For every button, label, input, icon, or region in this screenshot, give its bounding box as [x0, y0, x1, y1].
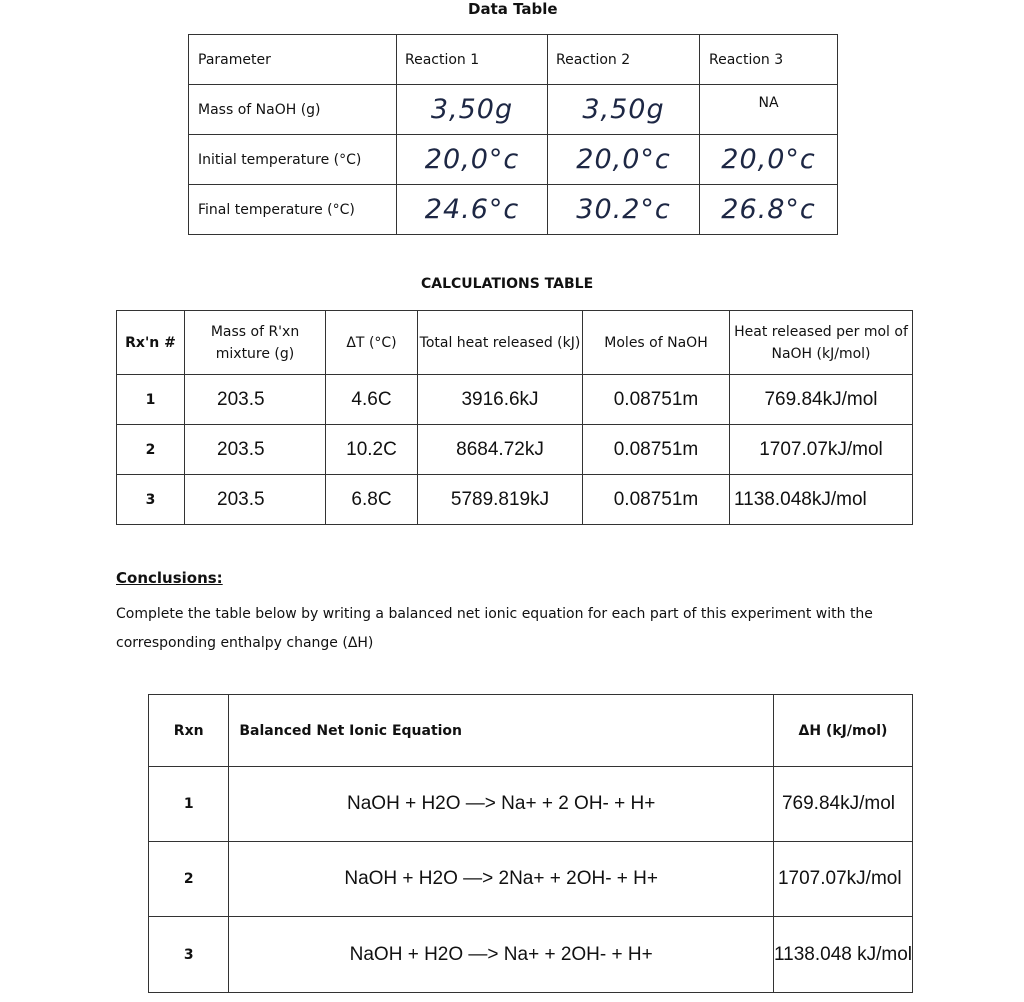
data-header-reaction-2: Reaction 2 [548, 35, 700, 85]
equation-value: NaOH + H2O —> 2Na+ + 2OH- + H+ [229, 842, 774, 917]
na-value: NA [700, 85, 838, 135]
conclusions-heading: Conclusions: [116, 569, 223, 587]
heat-per-mol-value: 769.84kJ/mol [730, 375, 913, 425]
handwritten-value: 24.6°c [397, 185, 548, 235]
table-row [117, 375, 913, 425]
mass-value: 203.5 [185, 425, 326, 475]
rxn-number: 2 [149, 842, 229, 917]
data-header-parameter: Parameter [189, 35, 397, 85]
conclusions-paragraph: Complete the table below by writing a balanced net ionic equation for each part of this experiment with the corresponding enthalpy change (ΔH) [116, 606, 873, 651]
row-label: Initial temperature (°C) [189, 135, 397, 185]
handwritten-value: 20,0°c [700, 135, 838, 185]
table-row [189, 135, 838, 185]
total-heat-value: 8684.72kJ [418, 425, 583, 475]
calc-header-delta-t: ΔT (°C) [326, 311, 418, 375]
delta-h-value: 1707.07kJ/mol [773, 842, 912, 917]
calc-header-total-heat: Total heat released (kJ) [418, 311, 583, 375]
data-header-reaction-1: Reaction 1 [397, 35, 548, 85]
delta-h-value: 1138.048 kJ/mol [773, 917, 912, 993]
total-heat-value: 5789.819kJ [418, 475, 583, 525]
calc-header-rxn: Rx'n # [117, 311, 185, 375]
handwritten-value: 20,0°c [397, 135, 548, 185]
eq-header-rxn: Rxn [149, 695, 229, 767]
rxn-number: 3 [117, 475, 185, 525]
mass-value: 203.5 [185, 475, 326, 525]
delta-t-value: 4.6C [326, 375, 418, 425]
handwritten-value: 30.2°c [548, 185, 700, 235]
table-row [189, 85, 838, 135]
delta-t-value: 10.2C [326, 425, 418, 475]
row-label: Final temperature (°C) [189, 185, 397, 235]
table-row [189, 185, 838, 235]
rxn-number: 1 [149, 767, 229, 842]
calc-table-title: CALCULATIONS TABLE [421, 276, 594, 292]
moles-value: 0.08751m [583, 425, 730, 475]
handwritten-value: 20,0°c [548, 135, 700, 185]
data-table-title: Data Table [468, 0, 558, 18]
eq-header-delta-h: ΔH (kJ/mol) [773, 695, 912, 767]
rxn-number: 1 [117, 375, 185, 425]
moles-value: 0.08751m [583, 375, 730, 425]
calculations-table [116, 310, 913, 525]
equation-value: NaOH + H2O —> Na+ + 2OH- + H+ [229, 917, 774, 993]
row-label: Mass of NaOH (g) [189, 85, 397, 135]
calc-header-moles: Moles of NaOH [583, 311, 730, 375]
calc-header-mass: Mass of R'xn mixture (g) [185, 311, 326, 375]
heat-per-mol-value: 1707.07kJ/mol [730, 425, 913, 475]
heat-per-mol-value: 1138.048kJ/mol [730, 475, 913, 525]
calc-header-heat-per-mol: Heat released per mol of NaOH (kJ/mol) [730, 311, 913, 375]
mass-value: 203.5 [185, 375, 326, 425]
total-heat-value: 3916.6kJ [418, 375, 583, 425]
table-row [149, 767, 913, 842]
handwritten-value: 3,50g [548, 85, 700, 135]
table-row [117, 475, 913, 525]
eq-header-equation: Balanced Net Ionic Equation [229, 695, 774, 767]
delta-t-value: 6.8C [326, 475, 418, 525]
table-row [149, 917, 913, 993]
rxn-number: 2 [117, 425, 185, 475]
handwritten-value: 3,50g [397, 85, 548, 135]
rxn-number: 3 [149, 917, 229, 993]
data-table [188, 34, 838, 235]
data-header-reaction-3: Reaction 3 [700, 35, 838, 85]
table-row [149, 842, 913, 917]
moles-value: 0.08751m [583, 475, 730, 525]
equation-value: NaOH + H2O —> Na+ + 2 OH- + H+ [229, 767, 774, 842]
table-row [117, 425, 913, 475]
delta-h-value: 769.84kJ/mol [773, 767, 912, 842]
equation-table [148, 694, 913, 993]
handwritten-value: 26.8°c [700, 185, 838, 235]
